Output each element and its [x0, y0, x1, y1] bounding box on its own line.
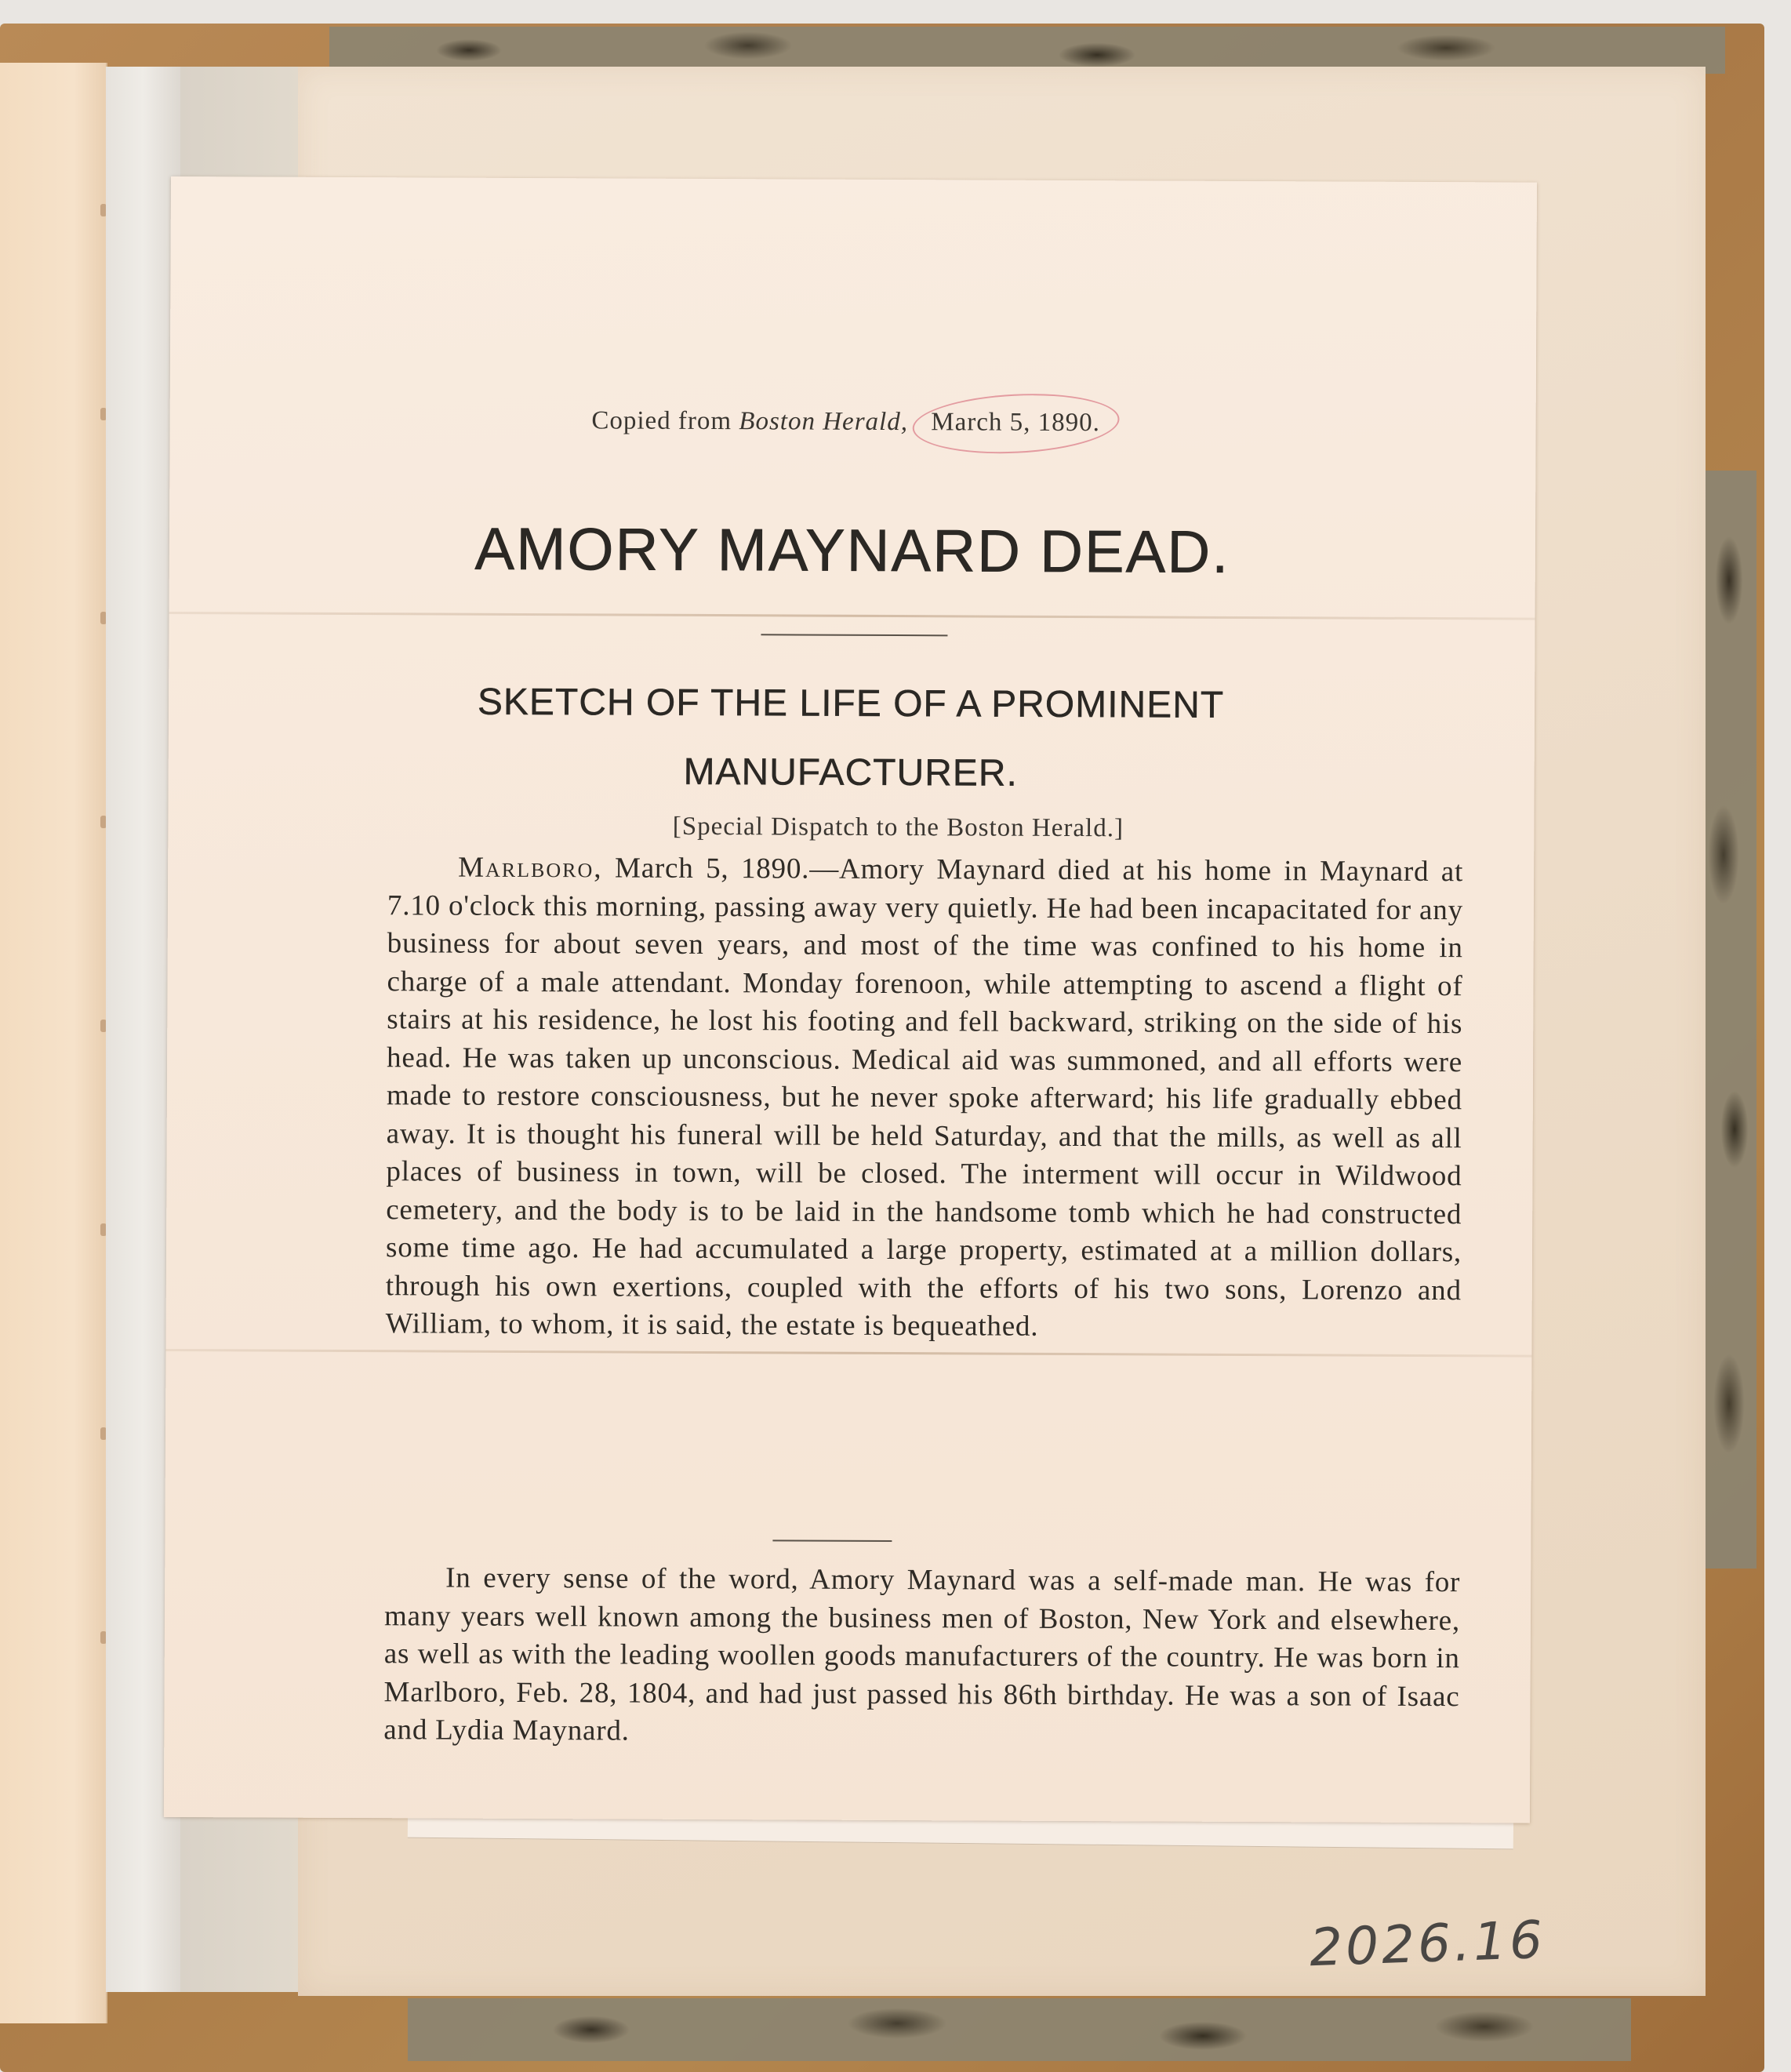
newspaper-clipping	[164, 176, 1537, 1823]
headline-rule	[761, 634, 947, 636]
article-paragraph-2: In every sense of the word, Amory Maynard was a self-made man. He was for many years well known among the business men of Boston, New York and elsewhere, as well as with the leading woollen goods manufacturers of the country. He was born in Marlboro, Feb. 28, 1804, and had just passed his 86th birthday. He was a son of Isaac and Lydia Maynard.	[383, 1561, 1461, 1747]
headline: AMORY MAYNARD DEAD.	[474, 515, 1230, 586]
section-rule	[772, 1539, 892, 1542]
left-page	[0, 63, 107, 2023]
catalog-number-handwritten: 2026.16	[1308, 1909, 1547, 1979]
dateline-place: Marlboro,	[458, 851, 603, 885]
source-line	[170, 400, 1536, 445]
article-paragraph-1	[386, 849, 1464, 1347]
paragraph-1-text: March 5, 1890.—Amory Maynard died at his home in Maynard at 7.10 o'clock this morning, passing away very quietly. He had been incapacitated for any business for about seven years, and most of the time was confined to his home in charge of a male attendant. Monday forenoon, while attempting to ascend a flight of stairs at his residence, he lost his footing and fell backward, striking on the side of his head. He was taken up unconscious. Medical aid was summoned, and all efforts were made to restore consciousness, but he never spoke afterward; his life gradually ebbed away. It is thought his funeral will be held Saturday, and that the mills, as well as all places of business in town, will be closed. The interment will occur in Wildwood cemetery, and the body is to be laid in the handsome tomb which he had constructed some time ago. He had accumulated a large property, estimated at a million dollars, through his own exertions, coupled with the efforts of his two sons, Lorenzo and William, to whom, it is said, the estate is bequeathed.	[385, 852, 1464, 1343]
source-publication: Boston Herald,	[739, 407, 909, 437]
subheadline: SKETCH OF THE LIFE OF A PROMINENT MANUFACTURER.	[477, 681, 1225, 794]
source-prefix: Copied from	[591, 406, 732, 436]
dispatch-credit: [Special Dispatch to the Boston Herald.]	[672, 812, 1124, 843]
source-date: March 5, 1890.	[917, 403, 1114, 442]
marbled-board-bottom	[408, 1998, 1631, 2061]
marbled-board-right	[1702, 471, 1756, 1569]
fold-crease	[169, 612, 1535, 620]
fold-crease	[165, 1349, 1531, 1358]
